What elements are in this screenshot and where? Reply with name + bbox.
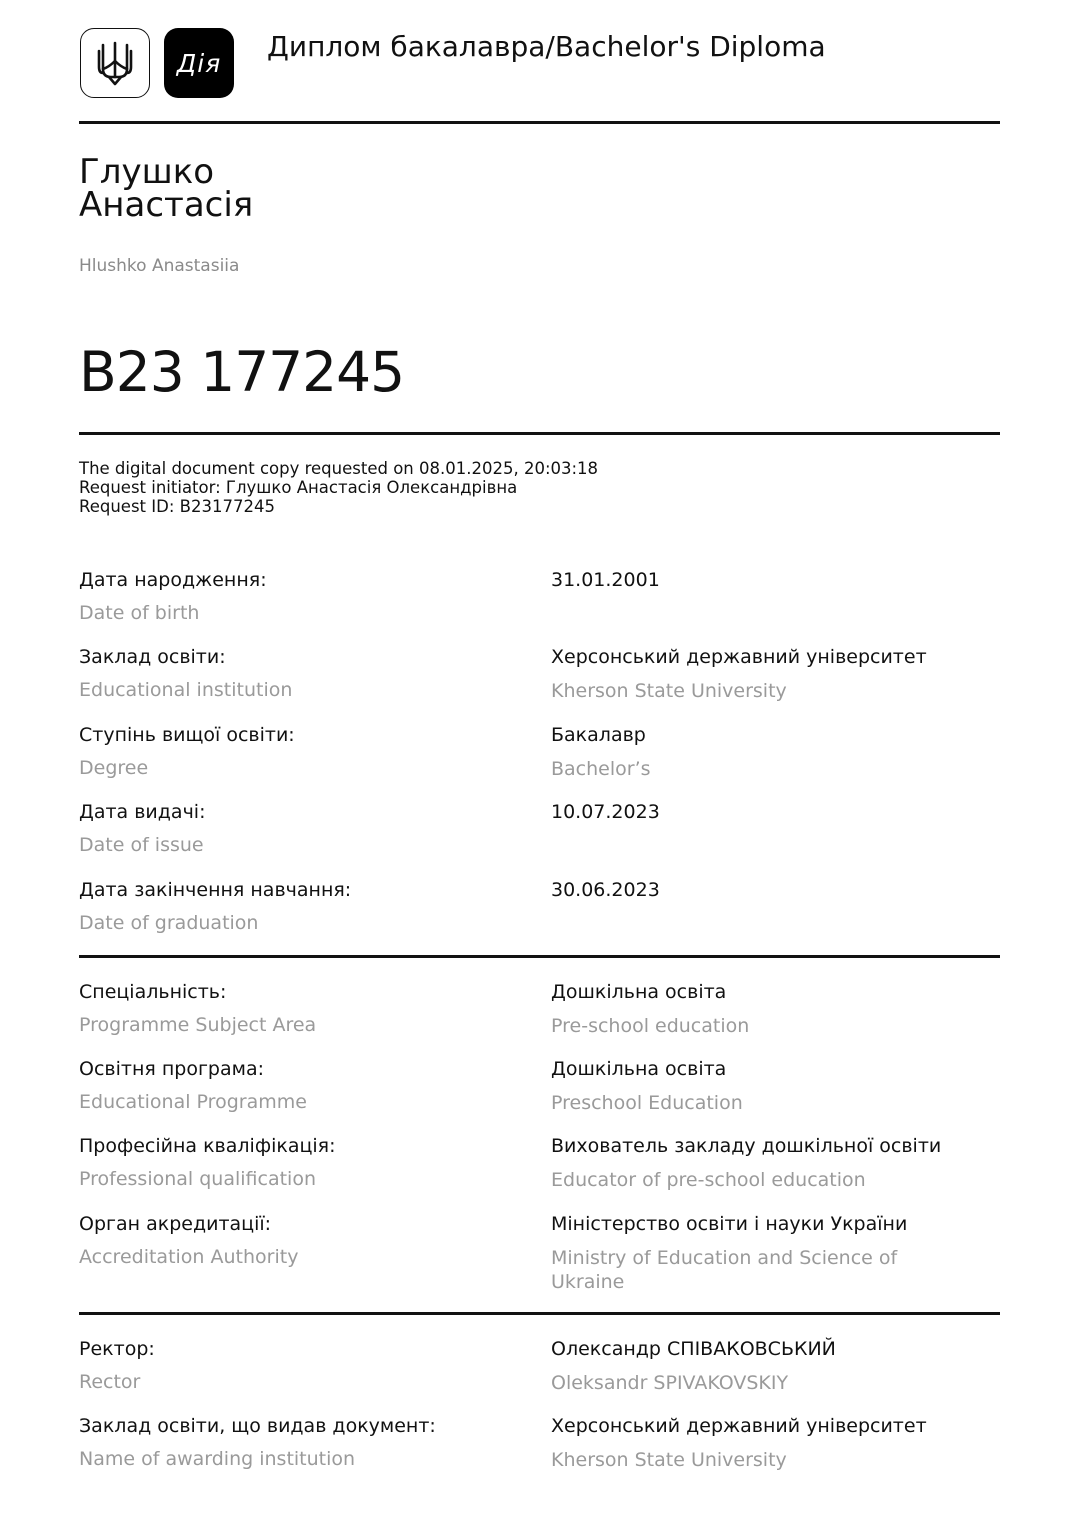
field-value-en: Bachelor’s: [551, 758, 651, 780]
holder-name: [79, 152, 254, 225]
field-label-en: Name of awarding institution: [79, 1448, 356, 1470]
trident-icon: [95, 39, 135, 87]
field-value-en: Kherson State University: [551, 1449, 787, 1471]
field-label: Освітня програма:: [79, 1058, 265, 1080]
divider: [79, 955, 1000, 958]
document-title: Диплом бакалавра/Bachelor's Diploma: [267, 30, 826, 63]
document-number: B23 177245: [79, 340, 405, 404]
field-label-en: Educational Programme: [79, 1091, 307, 1113]
field-value: Міністерство освіти і науки України: [551, 1213, 908, 1235]
field-value: Дошкільна освіта: [551, 1058, 727, 1080]
holder-given-name: Анастасія: [79, 185, 254, 225]
field-value: Вихователь закладу дошкільної освіти: [551, 1135, 942, 1157]
diia-logo-text: Дія: [176, 48, 222, 78]
field-label-en: Professional qualification: [79, 1168, 316, 1190]
field-value: 10.07.2023: [551, 801, 660, 823]
field-label-en: Date of graduation: [79, 912, 259, 934]
request-date-line: The digital document copy requested on 08.01.2025, 20:03:18: [79, 459, 599, 478]
field-value: Олександр СПІВАКОВСЬКИЙ: [551, 1338, 836, 1360]
field-value-en: Oleksandr SPIVAKOVSKIY: [551, 1372, 789, 1394]
field-label: Заклад освіти, що видав документ:: [79, 1415, 436, 1437]
field-value: Херсонський державний університет: [551, 1415, 927, 1437]
field-label-en: Date of birth: [79, 602, 200, 624]
diia-logo: [164, 28, 234, 98]
request-initiator-line: Request initiator: Глушко Анастасія Олександрівна: [79, 478, 518, 497]
field-value: Бакалавр: [551, 724, 646, 746]
field-value: Херсонський державний університет: [551, 646, 927, 668]
field-label: Дата народження:: [79, 569, 267, 591]
coat-of-arms-logo: [80, 28, 150, 98]
request-info: [79, 459, 598, 516]
field-value-en: Kherson State University: [551, 680, 787, 702]
field-label-en: Accreditation Authority: [79, 1246, 299, 1268]
field-value: 31.01.2001: [551, 569, 660, 591]
holder-latin-name: Hlushko Anastasiia: [79, 256, 240, 276]
field-label: Дата закінчення навчання:: [79, 879, 352, 901]
holder-surname: Глушко: [79, 152, 215, 192]
field-label: Професійна кваліфікація:: [79, 1135, 336, 1157]
divider: [79, 1312, 1000, 1315]
field-label: Спеціальність:: [79, 981, 227, 1003]
field-value: 30.06.2023: [551, 879, 660, 901]
divider: [79, 432, 1000, 435]
field-value: Дошкільна освіта: [551, 981, 727, 1003]
field-label-en: Date of issue: [79, 834, 204, 856]
field-label: Ступінь вищої освіти:: [79, 724, 295, 746]
field-label-en: Degree: [79, 757, 149, 779]
field-label: Ректор:: [79, 1338, 155, 1360]
document-header: [79, 28, 1000, 100]
diploma-document: [79, 0, 1000, 1528]
field-label: Дата видачі:: [79, 801, 206, 823]
field-label: Заклад освіти:: [79, 646, 226, 668]
field-label-en: Educational institution: [79, 679, 293, 701]
request-id-line: Request ID: B23177245: [79, 497, 275, 516]
field-value-en: Ministry of Education and Science of Ukraine: [551, 1247, 898, 1293]
field-value-en: Pre-school education: [551, 1015, 750, 1037]
field-label-en: Programme Subject Area: [79, 1014, 317, 1036]
field-label: Орган акредитації:: [79, 1213, 272, 1235]
field-value-en: Preschool Education: [551, 1092, 743, 1114]
divider: [79, 121, 1000, 124]
field-label-en: Rector: [79, 1371, 141, 1393]
field-value-en: Educator of pre-school education: [551, 1169, 866, 1191]
